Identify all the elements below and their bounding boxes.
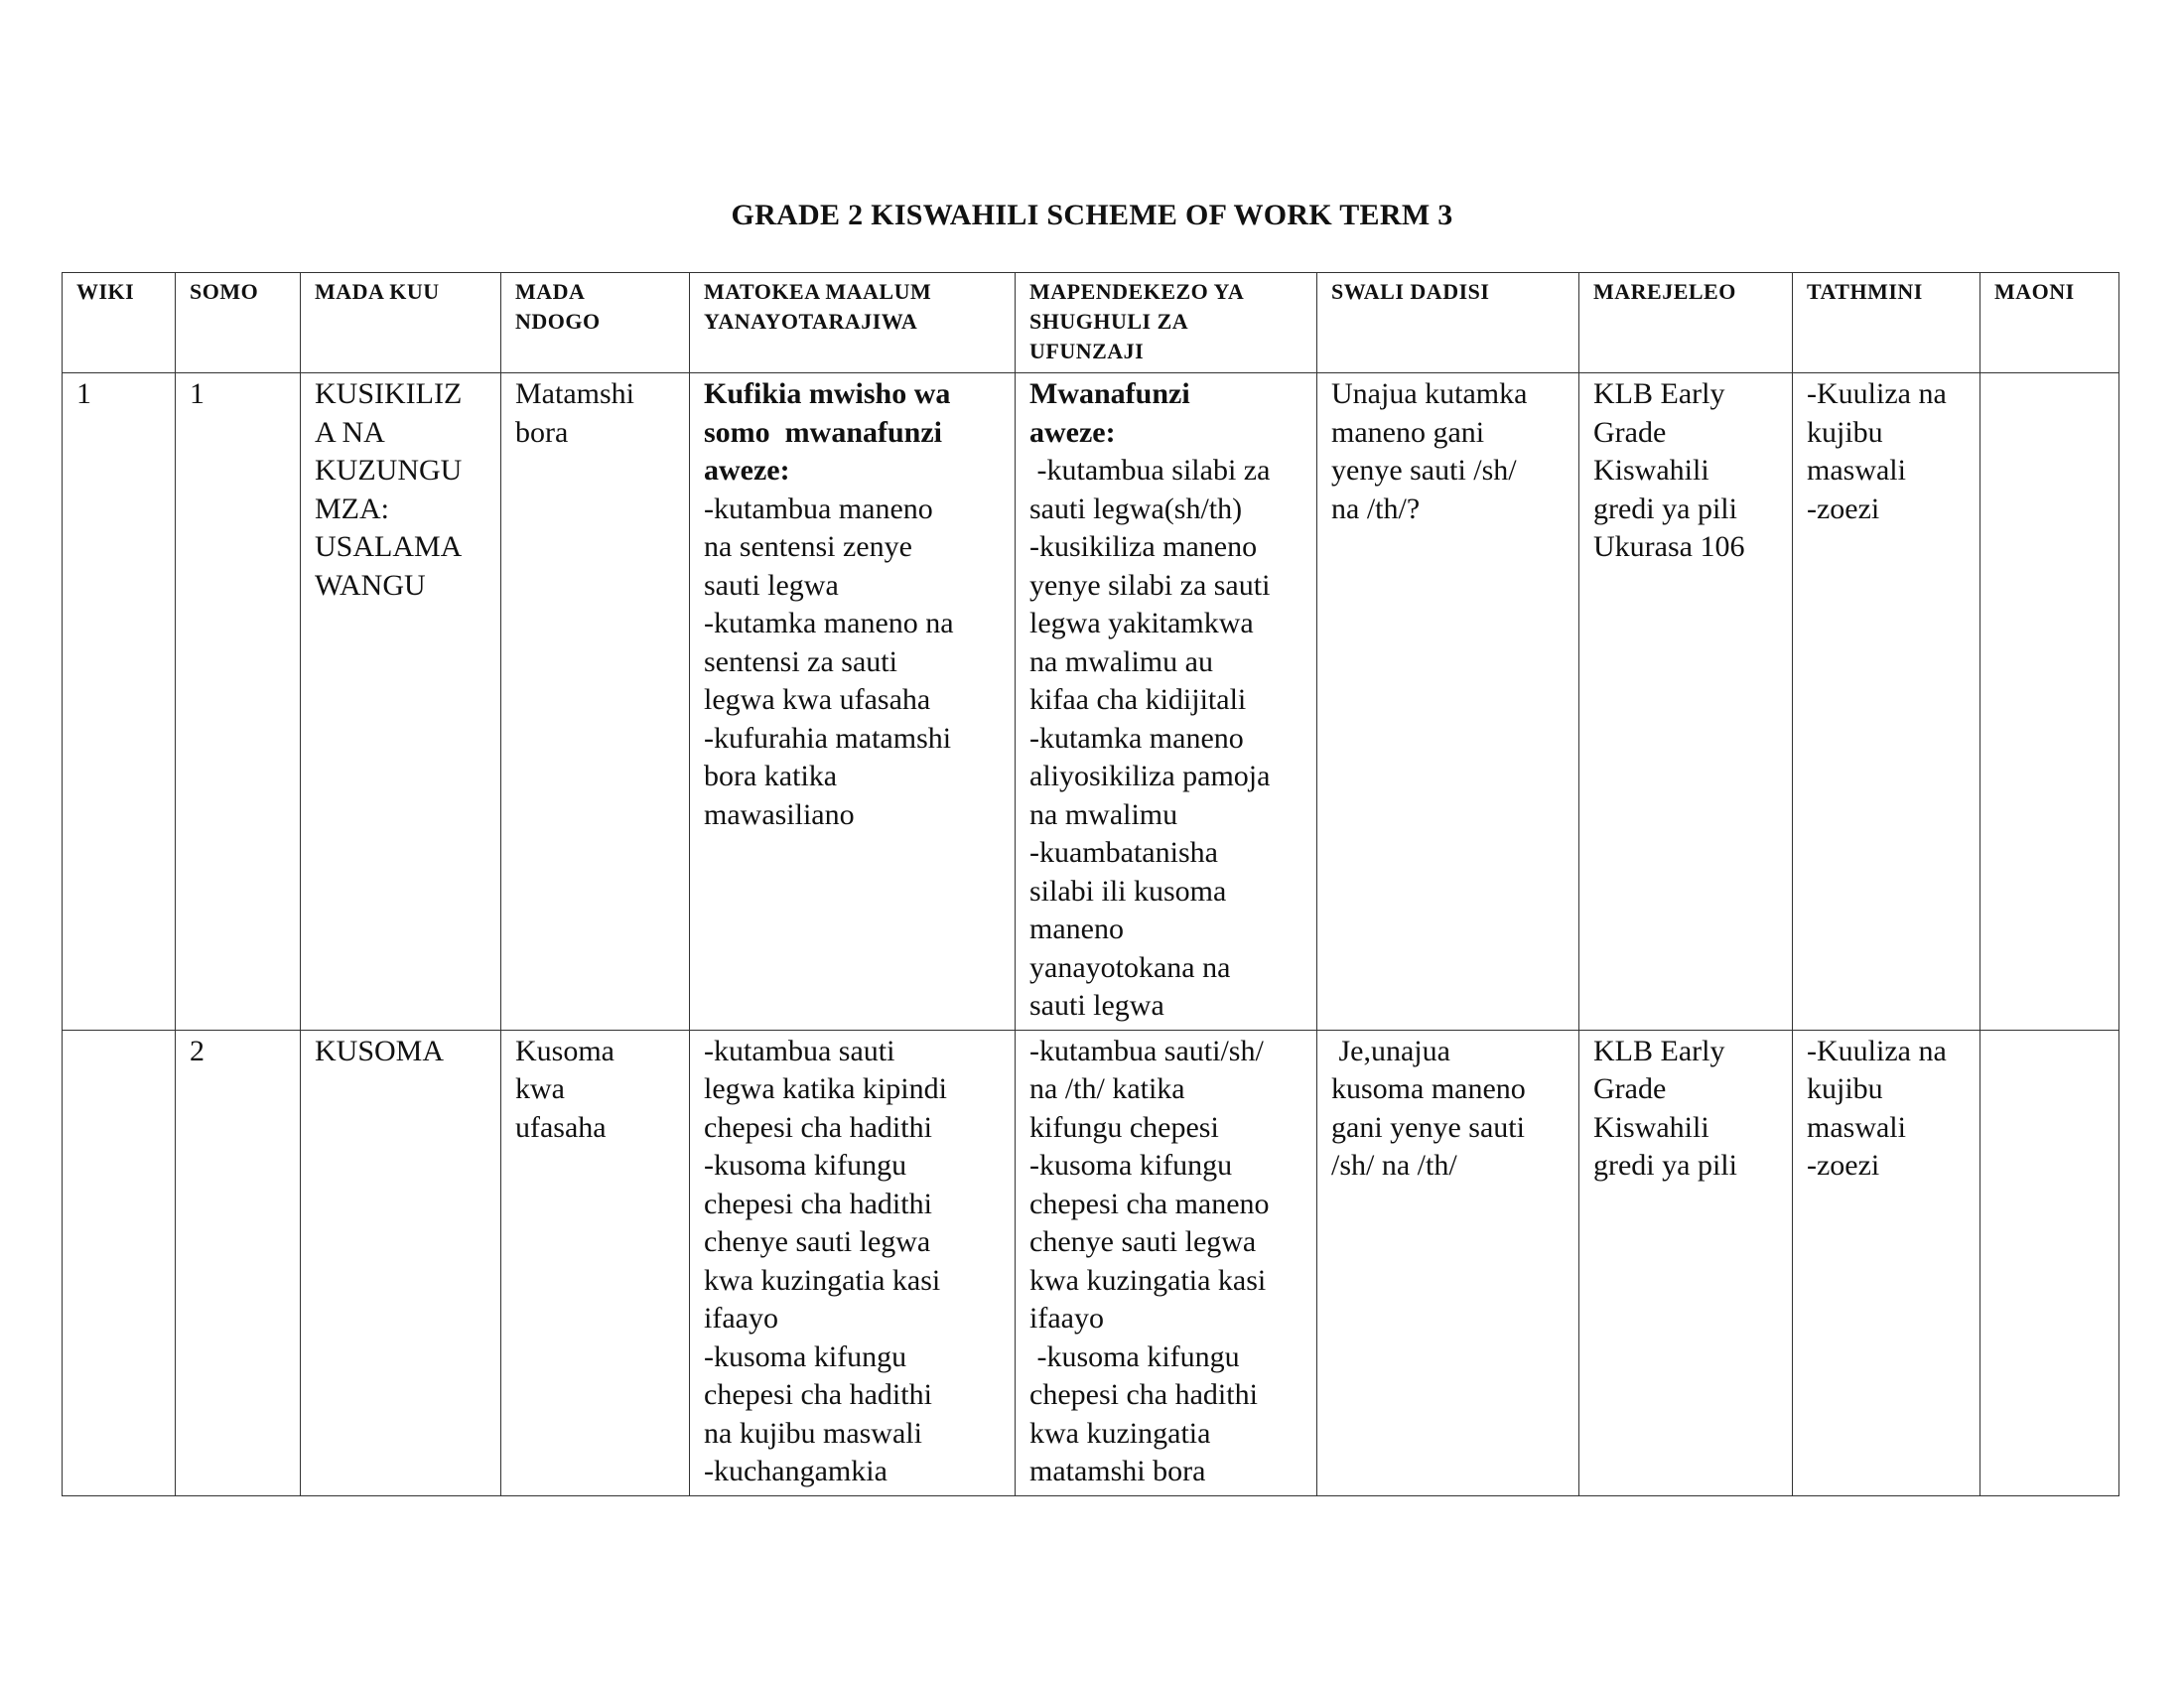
cell-line: sauti legwa bbox=[704, 568, 839, 602]
cell-line: KUZUNGU bbox=[315, 454, 463, 487]
cell-line: -kutamka maneno na bbox=[704, 607, 954, 639]
cell-line: -kutambua sauti/sh/ bbox=[1029, 1034, 1264, 1067]
cell-mada-kuu bbox=[301, 1030, 501, 1495]
cell-marejeleo bbox=[1579, 373, 1793, 1031]
cell-line: yanayotokana na bbox=[1029, 950, 1231, 984]
cell-mada-ndogo bbox=[501, 1030, 690, 1495]
cell-line: Kiswahili bbox=[1593, 1110, 1709, 1144]
cell-line: KUSOMA bbox=[315, 1034, 445, 1067]
header-line: UFUNZAJI bbox=[1029, 339, 1145, 363]
cell-line: bora katika bbox=[704, 760, 838, 792]
cell-swali-dadisi bbox=[1317, 373, 1579, 1031]
cell-line: ufasaha bbox=[515, 1110, 607, 1144]
cell-line: bora bbox=[515, 415, 569, 449]
cell-line: -kutambua silabi za bbox=[1029, 454, 1271, 487]
cell-line: kusoma maneno bbox=[1331, 1072, 1526, 1105]
cell-line: -zoezi bbox=[1807, 1149, 1880, 1182]
cell-line: kifungu chepesi bbox=[1029, 1110, 1219, 1144]
cell-line: na mwalimu bbox=[1029, 797, 1178, 831]
cell-maoni bbox=[1980, 1030, 2119, 1495]
header-mada-ndogo bbox=[501, 273, 690, 373]
cell-line: chenye sauti legwa bbox=[1029, 1225, 1257, 1258]
cell-line: -Kuuliza na bbox=[1807, 1034, 1947, 1067]
cell-line: somo mwanafunzi bbox=[704, 415, 943, 449]
cell-line: -kutambua maneno bbox=[704, 492, 933, 525]
table-body bbox=[63, 373, 2119, 1496]
cell-line: matamshi bora bbox=[1029, 1455, 1206, 1487]
header-line: SHUGHULI ZA bbox=[1029, 309, 1189, 334]
cell-mapendekezo bbox=[1016, 1030, 1317, 1495]
cell-matokea bbox=[690, 1030, 1016, 1495]
cell-line: A NA bbox=[315, 415, 385, 449]
cell-line: -kuambatanisha bbox=[1029, 836, 1218, 869]
cell-marejeleo bbox=[1579, 1030, 1793, 1495]
cell-wiki: 1 bbox=[63, 373, 176, 1031]
cell-line: kwa bbox=[515, 1072, 565, 1105]
cell-line: Kufikia mwisho wa bbox=[704, 377, 951, 410]
cell-line: sauti legwa bbox=[1029, 989, 1164, 1022]
cell-line: legwa yakitamkwa bbox=[1029, 607, 1254, 639]
header-line: SOMO bbox=[190, 279, 259, 304]
header-swali-dadisi bbox=[1317, 273, 1579, 373]
header-line: YANAYOTARAJIWA bbox=[704, 309, 918, 334]
cell-line: -Kuuliza na bbox=[1807, 377, 1947, 410]
scheme-of-work-table bbox=[62, 272, 2119, 1496]
cell-line: aweze: bbox=[704, 454, 790, 487]
cell-matokea bbox=[690, 373, 1016, 1031]
cell-line: yenye sauti /sh/ bbox=[1331, 454, 1517, 487]
cell-line: -kusoma kifungu bbox=[1029, 1339, 1240, 1373]
header-line: MADA KUU bbox=[315, 279, 440, 304]
cell-line: Ukurasa 106 bbox=[1593, 530, 1745, 563]
cell-line: legwa kwa ufasaha bbox=[704, 683, 931, 716]
cell-line: yenye silabi za sauti bbox=[1029, 568, 1271, 602]
header-line: TATHMINI bbox=[1807, 279, 1923, 304]
header-line: SWALI DADISI bbox=[1331, 279, 1490, 304]
cell-line: Matamshi bbox=[515, 377, 634, 410]
cell-line: -kufurahia matamshi bbox=[704, 721, 952, 755]
header-tathmini bbox=[1793, 273, 1980, 373]
table-row bbox=[63, 373, 2119, 1031]
cell-line: Mwanafunzi bbox=[1029, 377, 1190, 410]
cell-line: Grade bbox=[1593, 1072, 1667, 1105]
cell-line: legwa katika kipindi bbox=[704, 1072, 947, 1105]
document-title: GRADE 2 KISWAHILI SCHEME OF WORK TERM 3 bbox=[731, 199, 1453, 231]
cell-line: kujibu bbox=[1807, 1072, 1883, 1105]
cell-swali-dadisi bbox=[1317, 1030, 1579, 1495]
cell-line: na sentensi zenye bbox=[704, 530, 912, 563]
cell-line: maneno gani bbox=[1331, 415, 1485, 449]
cell-line: aliyosikiliza pamoja bbox=[1029, 760, 1271, 792]
header-mapendekezo bbox=[1016, 273, 1317, 373]
cell-line: -kusoma kifungu bbox=[1029, 1149, 1233, 1182]
cell-line: kwa kuzingatia kasi bbox=[1029, 1263, 1267, 1297]
cell-line: gredi ya pili bbox=[1593, 492, 1737, 525]
header-marejeleo bbox=[1579, 273, 1793, 373]
cell-line: na mwalimu au bbox=[1029, 644, 1213, 678]
cell-line: -kuchangamkia bbox=[704, 1455, 887, 1487]
cell-line: mawasiliano bbox=[704, 797, 855, 831]
header-line: MAREJELEO bbox=[1593, 279, 1736, 304]
cell-line: kifaa cha kidijitali bbox=[1029, 683, 1247, 716]
cell-line: Kusoma bbox=[515, 1034, 614, 1067]
cell-line: -kusoma kifungu bbox=[704, 1149, 907, 1182]
cell-line: chepesi cha hadithi bbox=[1029, 1378, 1258, 1411]
cell-line: /sh/ na /th/ bbox=[1331, 1149, 1457, 1182]
cell-somo: 2 bbox=[176, 1030, 301, 1495]
cell-line: WANGU bbox=[315, 568, 426, 602]
header-line: MADA bbox=[515, 279, 586, 304]
cell-line: silabi ili kusoma bbox=[1029, 874, 1227, 908]
header-line: WIKI bbox=[76, 279, 135, 304]
cell-line: -kutamka maneno bbox=[1029, 721, 1244, 755]
header-row bbox=[63, 273, 2119, 373]
cell-line: Je,unajua bbox=[1331, 1034, 1450, 1067]
cell-line: MZA: bbox=[315, 492, 389, 525]
header-line: MAONI bbox=[1994, 279, 2075, 304]
cell-line: sentensi za sauti bbox=[704, 644, 897, 678]
cell-line: na kujibu maswali bbox=[704, 1416, 922, 1450]
cell-line: gani yenye sauti bbox=[1331, 1110, 1525, 1144]
cell-line: kwa kuzingatia kasi bbox=[704, 1263, 941, 1297]
cell-wiki bbox=[63, 1030, 176, 1495]
cell-line: ifaayo bbox=[704, 1302, 778, 1335]
cell-line: chepesi cha hadithi bbox=[704, 1378, 932, 1411]
header-maoni bbox=[1980, 273, 2119, 373]
header-somo bbox=[176, 273, 301, 373]
header-matokea bbox=[690, 273, 1016, 373]
cell-line: KUSIKILIZ bbox=[315, 377, 463, 410]
cell-maoni bbox=[1980, 373, 2119, 1031]
cell-line: ifaayo bbox=[1029, 1302, 1104, 1335]
cell-line: maswali bbox=[1807, 454, 1906, 487]
cell-mada-ndogo bbox=[501, 373, 690, 1031]
header-wiki bbox=[63, 273, 176, 373]
cell-line: USALAMA bbox=[315, 530, 463, 563]
header-line: MATOKEA MAALUM bbox=[704, 279, 932, 304]
cell-mapendekezo bbox=[1016, 373, 1317, 1031]
cell-tathmini bbox=[1793, 1030, 1980, 1495]
header-mada-kuu bbox=[301, 273, 501, 373]
cell-line: -kutambua sauti bbox=[704, 1034, 895, 1067]
cell-line: -kusikiliza maneno bbox=[1029, 530, 1258, 563]
cell-line: KLB Early bbox=[1593, 1034, 1725, 1067]
cell-line: Grade bbox=[1593, 415, 1667, 449]
cell-line: Kiswahili bbox=[1593, 454, 1709, 487]
cell-line: kujibu bbox=[1807, 415, 1883, 449]
header-line: MAPENDEKEZO YA bbox=[1029, 279, 1245, 304]
cell-line: Unajua kutamka bbox=[1331, 377, 1528, 410]
cell-somo: 1 bbox=[176, 373, 301, 1031]
table-row bbox=[63, 1030, 2119, 1495]
cell-line: maswali bbox=[1807, 1110, 1906, 1144]
cell-line: aweze: bbox=[1029, 415, 1116, 449]
cell-line: chepesi cha hadithi bbox=[704, 1187, 932, 1220]
cell-line: -zoezi bbox=[1807, 492, 1880, 525]
cell-tathmini bbox=[1793, 373, 1980, 1031]
cell-line: na /th/ katika bbox=[1029, 1072, 1185, 1105]
cell-line: chepesi cha maneno bbox=[1029, 1187, 1270, 1220]
cell-line: sauti legwa(sh/th) bbox=[1029, 492, 1243, 525]
cell-line: gredi ya pili bbox=[1593, 1149, 1737, 1182]
header-line: NDOGO bbox=[515, 309, 601, 334]
cell-line: maneno bbox=[1029, 913, 1124, 945]
cell-line: KLB Early bbox=[1593, 377, 1725, 410]
cell-mada-kuu bbox=[301, 373, 501, 1031]
cell-line: na /th/? bbox=[1331, 492, 1421, 525]
cell-line: -kusoma kifungu bbox=[704, 1339, 907, 1373]
cell-line: chepesi cha hadithi bbox=[704, 1110, 932, 1144]
cell-line: kwa kuzingatia bbox=[1029, 1416, 1211, 1450]
cell-line: chenye sauti legwa bbox=[704, 1225, 931, 1258]
